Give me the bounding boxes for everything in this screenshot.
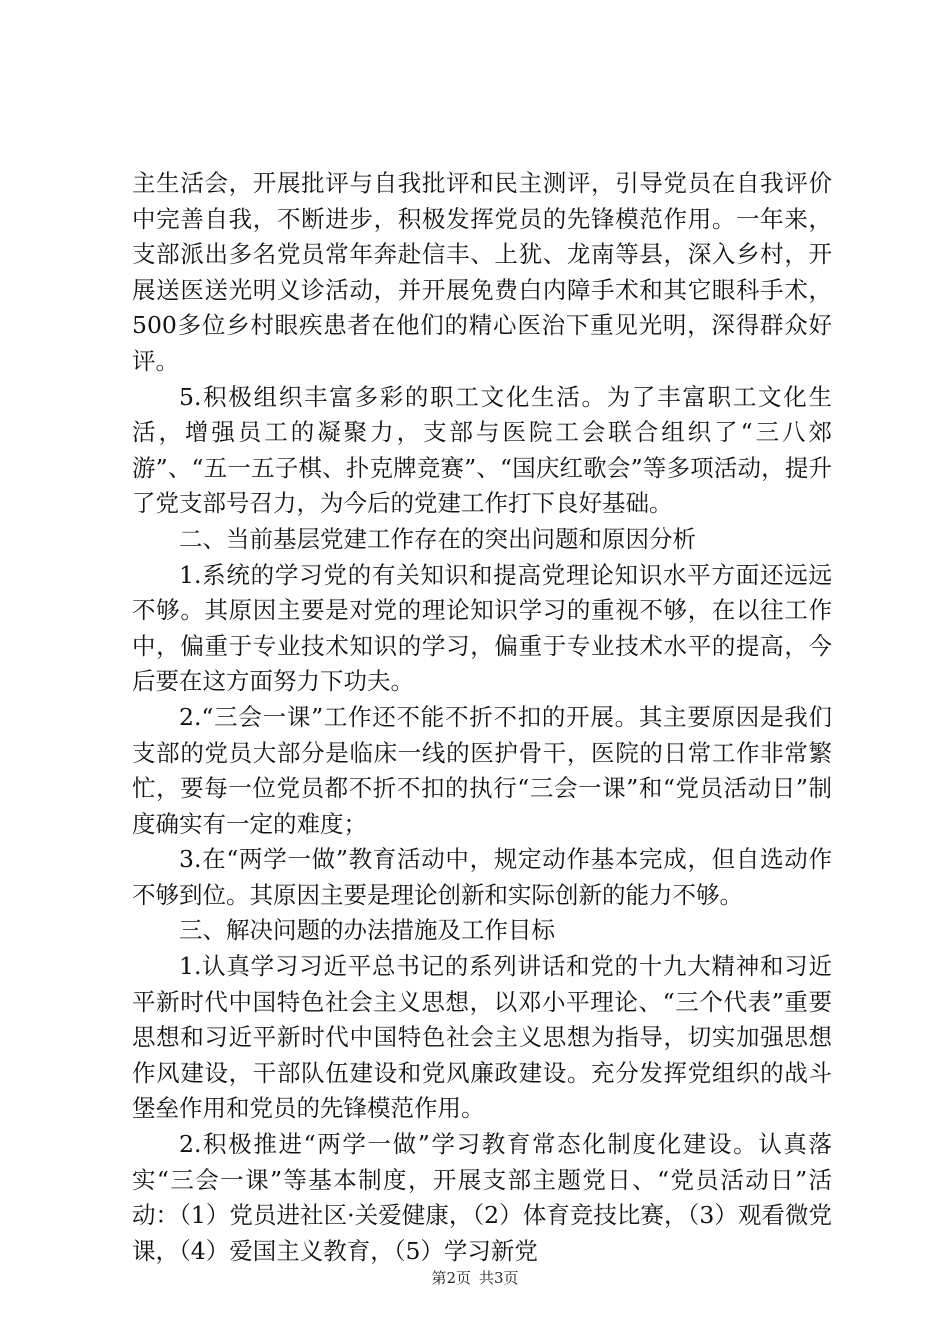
paragraph-continuation: 主生活会，开展批评与自我批评和民主测评，引导党员在自我评价中完善自我，不断进步，积极发挥党员的先锋模范作用。一年来，支部派出多名党员常年奔赴信丰、上犹、龙南等县，深入乡村，开展送医送光明义诊活动，并开展免费白内障手术和其它眼科手术，500多位乡村眼疾患者在他们的精心医治下重见光明，深得群众好评。 xyxy=(132,169,832,375)
paragraph-problem-2: 2.“三会一课”工作还不能不折不扣的开展。其主要原因是我们支部的党员大部分是临床一线的医护骨干，医院的日常工作非常繁忙，要每一位党员都不折不扣的执行“三会一课”和“党员活动日”制度确实有一定的难度； xyxy=(132,702,832,838)
page-total: 共3页 xyxy=(479,1269,519,1287)
page-number: 第2页 xyxy=(431,1269,471,1287)
paragraph-measure-1: 1.认真学习习近平总书记的系列讲话和党的十九大精神和习近平新时代中国特色社会主义思想，以邓小平理论、“三个代表”重要思想和习近平新时代中国特色社会主义思想为指导，切实加强思想作风建设，干部队伍建设和党风廉政建设。充分发挥党组织的战斗堡垒作用和党员的先锋模范作用。 xyxy=(132,952,832,1123)
document-body xyxy=(132,166,832,1269)
paragraph-problem-1: 1.系统的学习党的有关知识和提高党理论知识水平方面还远远不够。其原因主要是对党的理论知识学习的重视不够，在以往工作中，偏重于专业技术知识的学习，偏重于专业技术水平的提高，今后要在这方面努力下功夫。 xyxy=(132,560,832,696)
paragraph-problem-3: 3.在“两学一做”教育活动中，规定动作基本完成，但自选动作不够到位。其原因主要是理论创新和实际创新的能力不够。 xyxy=(132,845,832,909)
section-heading-2: 二、当前基层党建工作存在的突出问题和原因分析 xyxy=(179,524,696,553)
page-footer xyxy=(0,1268,950,1288)
section-heading-3: 三、解决问题的办法措施及工作目标 xyxy=(179,916,555,945)
paragraph-measure-2: 2.积极推进“两学一做”学习教育常态化制度化建设。认真落实“三会一课”等基本制度，开展支部主题党日、“党员活动日”活动：（1）党员进社区·关爱健康，（2）体育竞技比赛，（3）观看微党课，（4）爱国主义教育，（5）学习新党 xyxy=(132,1130,832,1265)
paragraph-item-5: 5.积极组织丰富多彩的职工文化生活。为了丰富职工文化生活，增强员工的凝聚力，支部与医院工会联合组织了“三八郊游”、“五一五子棋、扑克牌竞赛”、“国庆红歌会”等多项活动，提升了党支部号召力，为今后的党建工作打下良好基础。 xyxy=(132,382,832,518)
